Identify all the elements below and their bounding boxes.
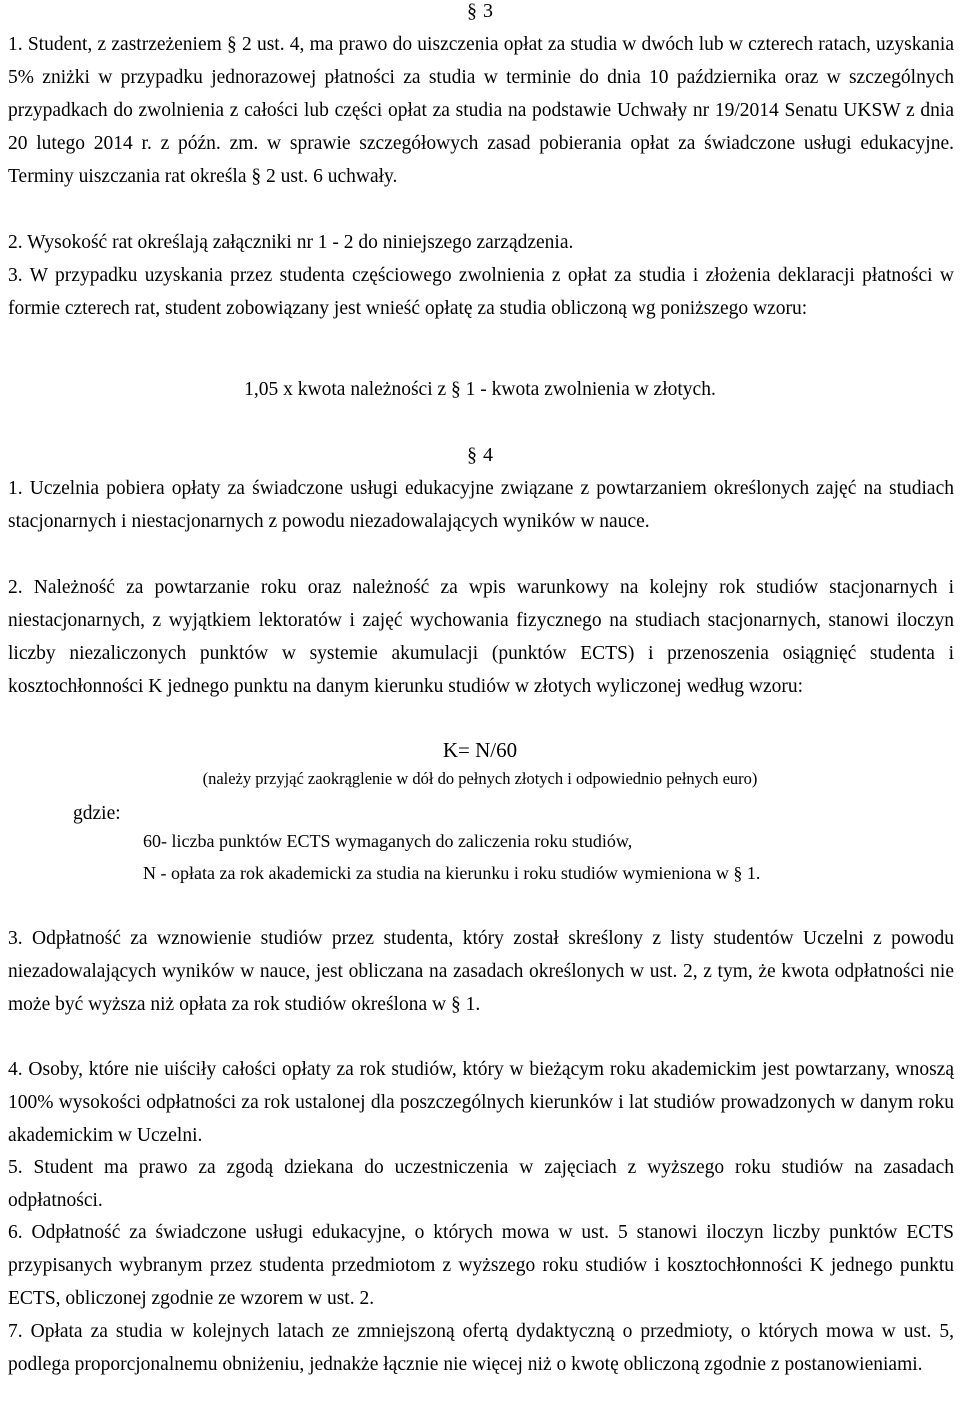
section-3-item-2: 2. Wysokość rat określają załączniki nr 1 - 2 do niniejszego zarządzenia.: [8, 232, 574, 253]
rounding-note: (należy przyjąć zaokrąglenie w dół do pełnych złotych i odpowiednio pełnych euro): [202, 769, 758, 788]
section-sign: §: [467, 444, 477, 466]
where-line-2: N - opłata za rok akademicki za studia na kierunku i roku studiów wymieniona w § 1.: [143, 863, 761, 883]
section-number: 4: [483, 444, 493, 466]
section-4-item-1: 1. Uczelnia pobiera opłaty za świadczone usługi edukacyjne związane z powtarzaniem określonych zajęć na studiach stacjonarnych i niestacjonarnych z powodu niezadowalających wyników w nauce.: [8, 478, 954, 532]
section-number: 3: [483, 0, 493, 22]
section-3-item-3: 3. W przypadku uzyskania przez studenta częściowego zwolnienia z opłat za studia i złożenia deklaracji płatności w formie czterech rat, student zobowiązany jest wnieść opłatę za studia obliczoną wg poniższego wzoru:: [8, 265, 954, 319]
section-4-item-7: 7. Opłata za studia w kolejnych latach ze zmniejszoną ofertą dydaktyczną o przedmioty, o których mowa w ust. 5, podlega proporcjonalnemu obniżeniu, jednakże łącznie nie więcej niż o kwotę obliczoną zgodnie z postanowieniami.: [8, 1321, 954, 1375]
section-4-item-4: 4. Osoby, które nie uiściły całości opłaty za rok studiów, który w bieżącym roku akademickim jest powtarzany, wnoszą 100% wysokości odpłatności za rok ustalonej dla poszczególnych kierunków i lat studiów prowadzonych w danym roku akademickim w Uczelni.: [8, 1059, 954, 1146]
section-4-item-5: 5. Student ma prawo za zgodą dziekana do uczestniczenia w zajęciach z wyższego roku studiów na zasadach odpłatności.: [8, 1157, 954, 1211]
section-3-formula: 1,05 x kwota należności z § 1 - kwota zwolnienia w złotych.: [244, 379, 716, 400]
cost-formula: K= N/60: [442, 738, 518, 762]
section-4-item-3: 3. Odpłatność za wznowienie studiów przez studenta, który został skreślony z listy studentów Uczelni z powodu niezadowalających wyników w nauce, jest obliczana na zasadach określonych w ust. 2, z tym, że kwota odpłatności nie może być wyższa niż opłata za rok studiów określona w § 1.: [8, 928, 954, 1015]
section-sign: §: [467, 0, 477, 22]
where-label: gdzie:: [73, 803, 121, 824]
section-3-item-1: 1. Student, z zastrzeżeniem § 2 ust. 4, ma prawo do uiszczenia opłat za studia w dwóch lub w czterech ratach, uzyskania 5% zniżki w przypadku jednorazowej płatności za studia w terminie do dnia 10 października oraz w szczególnych przypadkach do zwolnienia z całości lub części opłat za studia na podstawie Uchwały nr 19/2014 Senatu UKSW z dnia 20 lutego 2014 r. z późn. zm. w sprawie szczegółowych zasad pobierania opłat za świadczone usługi edukacyjne. Terminy uiszczania rat określa § 2 ust. 6 uchwały.: [8, 34, 954, 187]
section-4-heading: [0, 444, 960, 466]
section-4-item-2: 2. Należność za powtarzanie roku oraz należność za wpis warunkowy na kolejny rok studiów stacjonarnych i niestacjonarnych, z wyjątkiem lektoratów i zajęć wychowania fizycznego na studiach stacjonarnych, stanowi iloczyn liczby niezaliczonych punktów w systemie akumulacji (punktów ECTS) i przenoszenia osiągnięć studenta i kosztochłonności K jednego punktu na danym kierunku studiów w złotych wyliczonej według wzoru:: [8, 577, 954, 697]
section-3-heading: [0, 0, 960, 22]
where-line-1: 60- liczba punktów ECTS wymaganych do zaliczenia roku studiów,: [143, 831, 633, 851]
section-4-item-6: 6. Odpłatność za świadczone usługi edukacyjne, o których mowa w ust. 5 stanowi iloczyn liczby punktów ECTS przypisanych wybranym przez studenta przedmiotom z wyższego roku studiów i kosztochłonności K jednego punktu ECTS, obliczonej zgodnie ze wzorem w ust. 2.: [8, 1222, 954, 1309]
